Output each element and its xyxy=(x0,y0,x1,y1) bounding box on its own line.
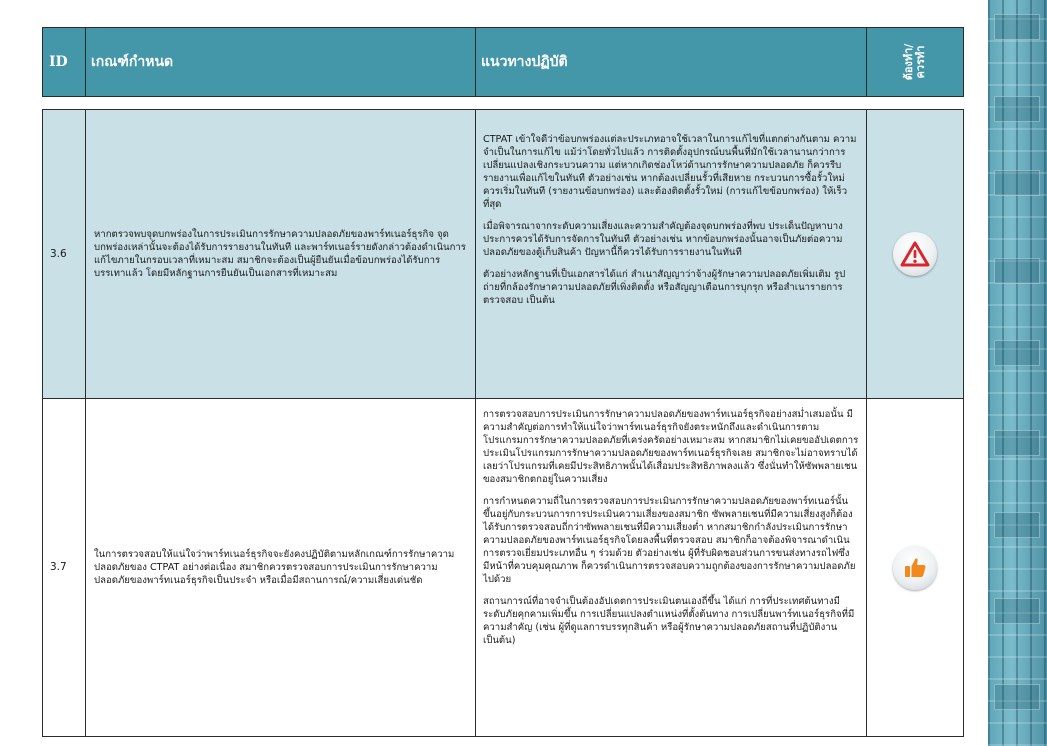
practice-paragraph: ตัวอย่างหลักฐานที่เป็นเอกสารได้แก่ สำเนาสัญญาว่าจ้างผู้รักษาความปลอดภัยเพิ่มเติม รูปถ่ายที่กล้องรักษาความปลอดภัยที่เพิ่งติดตั้ง หรือสัญญาเตือนการบุกรุก หรือสำเนารายการตรวจสอบ เป็นต้น xyxy=(483,269,846,306)
row-id: 3.7 xyxy=(43,399,86,736)
practice-paragraph: เมื่อพิจารณาจากระดับความเสี่ยงและความสำคัญต้องจุดบกพร่องที่พบ ประเด็นปัญหาบางประการควรได้รับการจัดการในทันที ตัวอย่างเช่น หากข้อบกพร่องนั้นอาจเป็นภัยต่อความปลอดภัยของตู้เก็บสินค้า ปัญหานี้ก็ควรได้รับการรายงานในทันที xyxy=(483,221,843,258)
strip-block xyxy=(994,14,1040,40)
strip-block xyxy=(994,170,1040,196)
row-id: 3.6 xyxy=(43,110,86,398)
practice-paragraph: CTPAT เข้าใจดีว่าข้อบกพร่องแต่ละประเภทอาจใช้เวลาในการแก้ไขที่แตกต่างกันตาม ความจำเป็นในการแก้ไข แม้ว่าโดยทั่วไปแล้ว การติดตั้งอุปกรณ์บนพื้นที่มักใช้เวลานานกว่าการเปลี่ยนแปลงเชิงกระบวนความ แต่หากเกิดช่องโหว่ด้านการรักษาความปลอดภัย ก็ควรรีบรายงานเพื่อแก้ไขในทันที ตัวอย่างเช่น หากต้องเปลี่ยนรั้วที่เสียหาย กระบวนการซื้อรั้วใหม่ควรเริ่มในทันที (รายงานข้อบกพร่อง) และต้องติดตั้งรั้วใหม่ (การแก้ไขข้อบกพร่อง) ให้เร็วที่สุด xyxy=(483,134,857,210)
row-criteria xyxy=(86,399,476,736)
practice-paragraph: สถานการณ์ที่อาจจำเป็นต้องอัปเดตการประเมินตนเองถี่ขึ้น ได้แก่ การที่ประเทศต้นทางมีระดับภัยคุกคามเพิ่มขึ้น การเปลี่ยนแปลงตำแหน่งที่ตั้งต้นทาง การเปลี่ยนพาร์ทเนอร์ธุรกิจที่มีความสำคัญ (เช่น ผู้ที่ดูแลการบรรทุกสินค้า หรือผู้รักษาความปลอดภัยสถานที่ปฏิบัติงาน เป็นต้น) xyxy=(483,596,855,646)
strip-block xyxy=(994,598,1040,624)
strip-block xyxy=(994,96,1040,122)
header-practice: แนวทางปฏิบัติ xyxy=(476,28,867,96)
practice-paragraph: การกำหนดความถี่ในการตรวจสอบการประเมินการรักษาความปลอดภัยของพาร์ทเนอร์นั้นขึ้นอยู่กับกระบวนการการประเมินความเสี่ยงของสมาชิก ซัพพลายเชนที่มีความเสี่ยงสูงก็ต้องได้รับการตรวจสอบถี่กว่าซัพพลายเชนที่มีความเสี่ยงต่ำ หากสมาชิกกำลังประเมินการรักษาความปลอดภัยของพาร์ทเนอร์ธุรกิจโดยลงพื้นที่ตรวจสอบ สมาชิกก็อาจต้องพิจารณาดำเนินการตรวจเยี่ยมประเภทอื่น ๆ ร่วมด้วย ตัวอย่างเช่น ผู้ที่รับผิดชอบส่วนการขนส่งทางรถไฟซึ่งมีหน้าที่ควบคุมคุณภาพ ก็ควรดำเนินการตรวจสอบความถูกต้องของการรักษาความปลอดภัยไปด้วย xyxy=(483,496,856,585)
row-practice xyxy=(476,110,867,398)
row-criteria-text: ในการตรวจสอบให้แน่ใจว่าพาร์ทเนอร์ธุรกิจจะยังคงปฏิบัติตามหลักเกณฑ์การรักษาความปลอดภัยของ CTPAT อย่างต่อเนื่อง สมาชิกควรตรวจสอบการประเมินการรักษาความปลอดภัยของพาร์ทเนอร์ธุรกิจเป็นประจำ หรือเมื่อมีสถานการณ์/ความเสี่ยงเด่นชัด xyxy=(94,549,455,586)
header-criteria: เกณฑ์กำหนด xyxy=(86,28,476,96)
practice-paragraph: การตรวจสอบการประเมินการรักษาความปลอดภัยของพาร์ทเนอร์ธุรกิจอย่างสม่ำเสมอนั้น มีความสำคัญต่อการทำให้แน่ใจว่าพาร์ทเนอร์ธุรกิจยังตระหนักถึงและดำเนินการตามโปรแกรมการรักษาความปลอดภัยที่เคร่งครัดอย่างเหมาะสม หากสมาชิกไม่เคยขออัปเดตการประเมินโปรแกรมการรักษาความปลอดภัยของพาร์ทเนอร์ธุรกิจเลย สมาชิกจะไม่อาจทราบได้เลยว่าโปรแกรมที่เคยมีประสิทธิภาพนั้นได้เสื่อมประสิทธิภาพลงแล้ว ซึ่งนั่นทำให้ซัพพลายเชนของสมาชิกตกอยู่ในความเสี่ยง xyxy=(483,409,859,485)
row-criteria xyxy=(86,110,476,398)
strip-block xyxy=(994,258,1040,284)
row-status xyxy=(867,399,963,736)
header-must-should xyxy=(867,28,963,96)
header-id: ID xyxy=(43,28,86,96)
criteria-table xyxy=(42,109,964,737)
strip-block xyxy=(994,430,1040,456)
thumbs-up-icon xyxy=(893,546,937,590)
header-must-should-label: ต้องทำ/ ควรทำ xyxy=(902,43,927,81)
table-row xyxy=(43,110,963,399)
row-status xyxy=(867,110,963,398)
warning-icon xyxy=(893,232,937,276)
strip-block xyxy=(994,684,1040,710)
strip-block xyxy=(994,512,1040,538)
table-header xyxy=(42,27,964,97)
table-row xyxy=(43,399,963,736)
row-criteria-text: หากตรวจพบจุดบกพร่องในการประเมินการรักษาความปลอดภัยของพาร์ทเนอร์ธุรกิจ จุดบกพร่องเหล่านั้นจะต้องได้รับการรายงานในทันที และพาร์ทเนอร์รายดังกล่าวต้องดำเนินการแก้ไขภายในกรอบเวลาที่เหมาะสม สมาชิกจะต้องเป็นผู้ยืนยันเมื่อข้อบกพร่องได้รับการบรรเทาแล้ว โดยมีหลักฐานการยืนยันเป็นเอกสารที่เหมาะสม xyxy=(94,229,466,279)
strip-block xyxy=(994,340,1040,366)
row-practice xyxy=(476,399,867,736)
decorative-side-image xyxy=(988,0,1047,746)
